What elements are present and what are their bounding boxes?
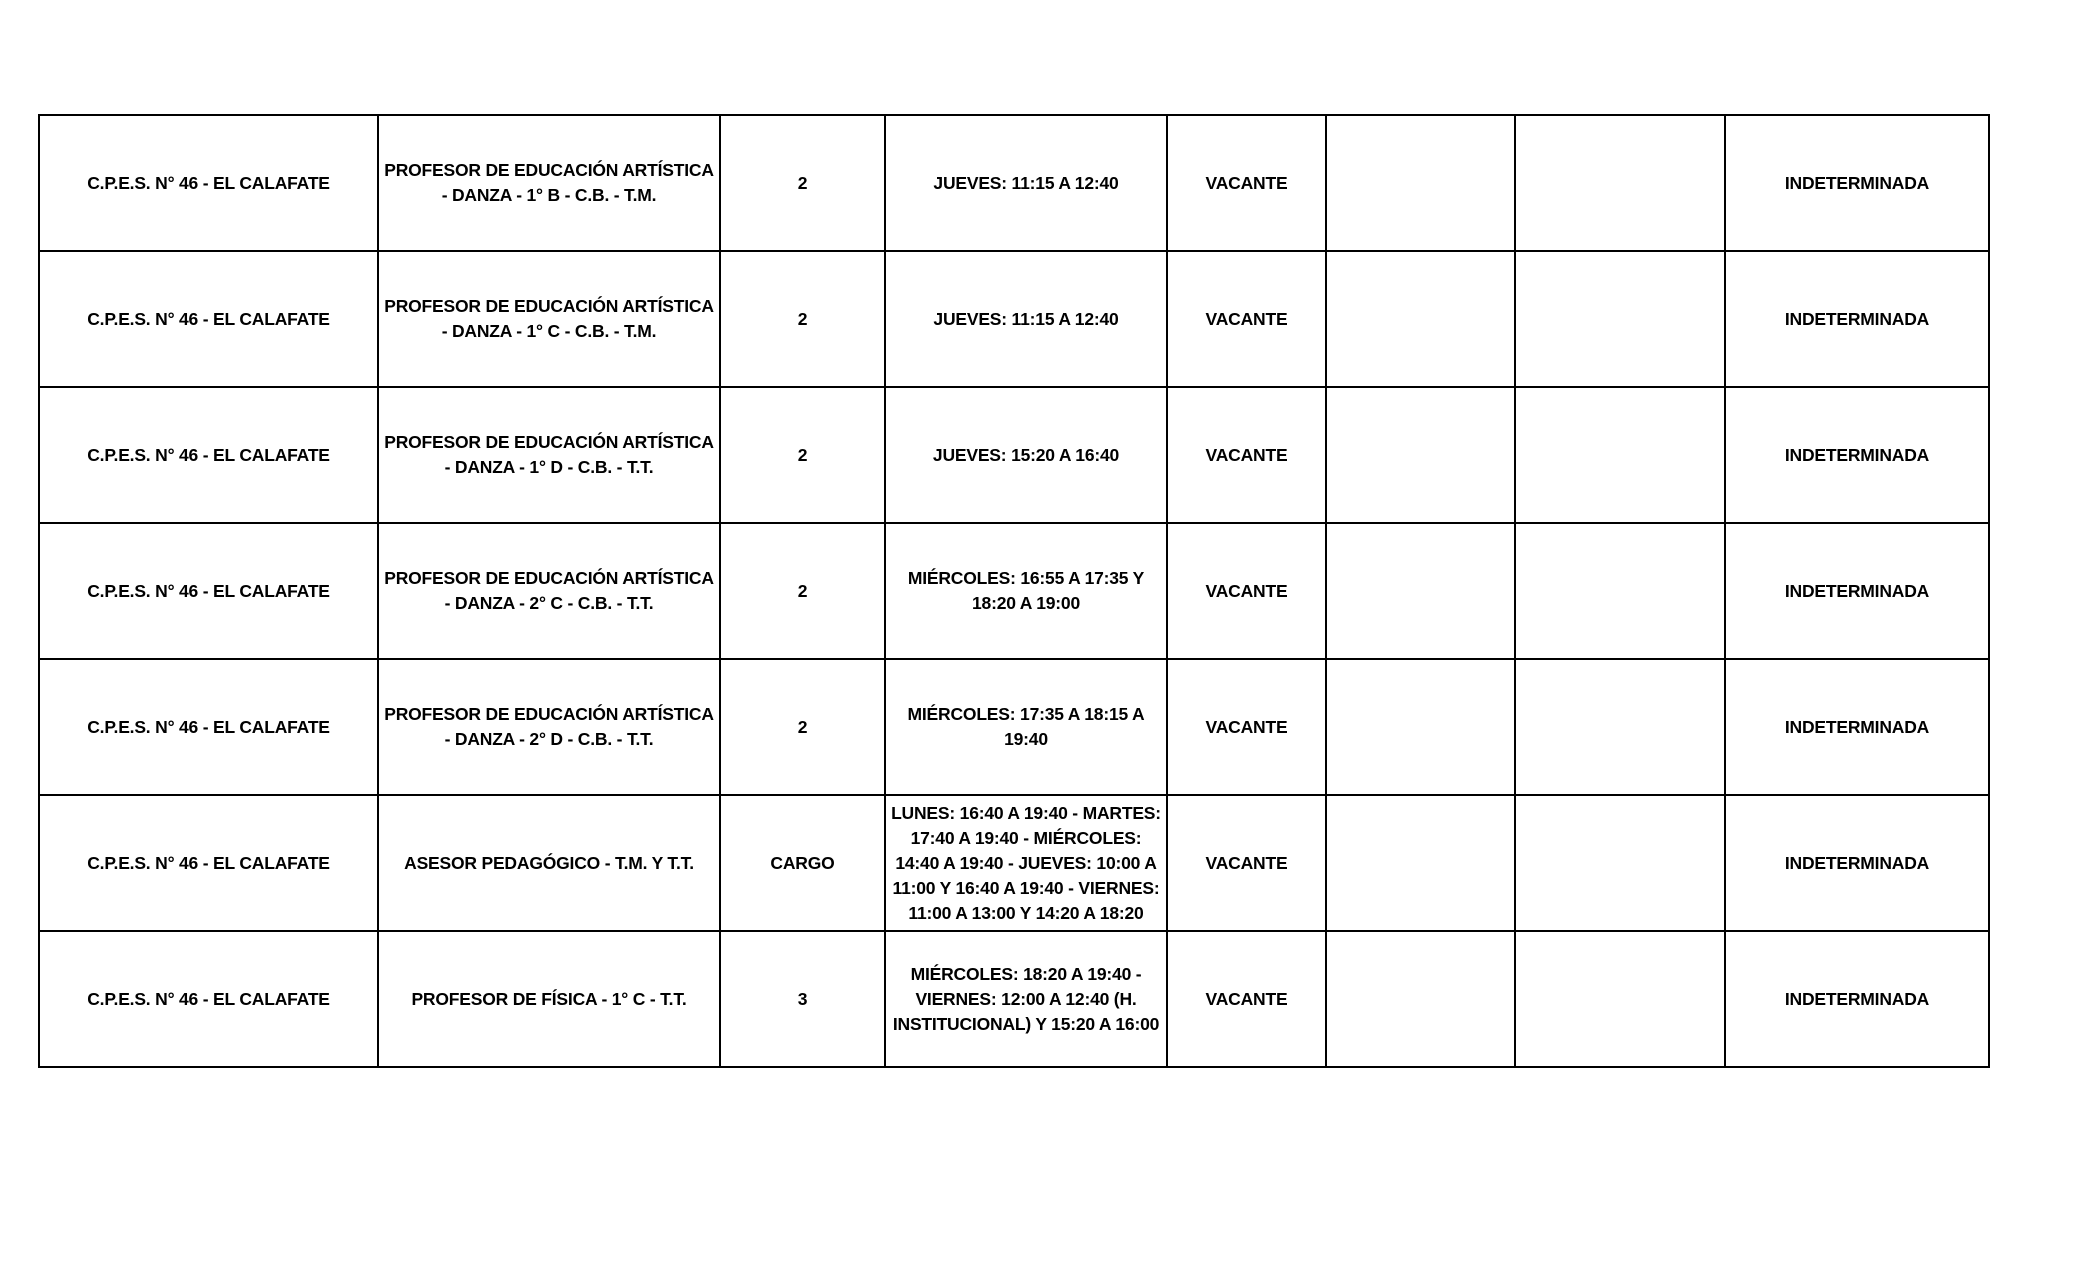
duration-cell: INDETERMINADA (1725, 115, 1989, 251)
empty-cell (1515, 795, 1725, 931)
empty-cell (1515, 387, 1725, 523)
vacancies-table (38, 114, 1990, 1068)
table-row (39, 795, 1989, 931)
hours-cell: 2 (720, 251, 885, 387)
empty-cell (1326, 523, 1515, 659)
table-row (39, 251, 1989, 387)
schedule-cell: JUEVES: 11:15 A 12:40 (885, 251, 1167, 387)
empty-cell (1326, 251, 1515, 387)
schedule-cell: JUEVES: 15:20 A 16:40 (885, 387, 1167, 523)
schedule-cell: LUNES: 16:40 A 19:40 - MARTES: 17:40 A 19:40 - MIÉRCOLES: 14:40 A 19:40 - JUEVES: 10:00 A 11:00 Y 16:40 A 19:40 - VIERNES: 11:00 A 13:00 Y 14:20 A 18:20 (885, 795, 1167, 931)
empty-cell (1515, 931, 1725, 1067)
position-cell: PROFESOR DE EDUCACIÓN ARTÍSTICA - DANZA - 1° C - C.B. - T.M. (378, 251, 720, 387)
position-cell: PROFESOR DE EDUCACIÓN ARTÍSTICA - DANZA - 1° D - C.B. - T.T. (378, 387, 720, 523)
schedule-cell: MIÉRCOLES: 17:35 A 18:15 A 19:40 (885, 659, 1167, 795)
position-cell: PROFESOR DE EDUCACIÓN ARTÍSTICA - DANZA - 1° B - C.B. - T.M. (378, 115, 720, 251)
status-cell: VACANTE (1167, 251, 1326, 387)
position-cell: ASESOR PEDAGÓGICO - T.M. Y T.T. (378, 795, 720, 931)
hours-cell: 3 (720, 931, 885, 1067)
table-row (39, 115, 1989, 251)
status-cell: VACANTE (1167, 387, 1326, 523)
empty-cell (1326, 659, 1515, 795)
status-cell: VACANTE (1167, 795, 1326, 931)
empty-cell (1326, 115, 1515, 251)
status-cell: VACANTE (1167, 659, 1326, 795)
table-row (39, 387, 1989, 523)
empty-cell (1515, 251, 1725, 387)
hours-cell: 2 (720, 387, 885, 523)
vacancies-table-container (38, 114, 1990, 1068)
schedule-cell: JUEVES: 11:15 A 12:40 (885, 115, 1167, 251)
table-row (39, 931, 1989, 1067)
hours-cell: 2 (720, 659, 885, 795)
school-cell: C.P.E.S. N° 46 - EL CALAFATE (39, 251, 378, 387)
duration-cell: INDETERMINADA (1725, 931, 1989, 1067)
duration-cell: INDETERMINADA (1725, 523, 1989, 659)
empty-cell (1515, 523, 1725, 659)
status-cell: VACANTE (1167, 115, 1326, 251)
duration-cell: INDETERMINADA (1725, 795, 1989, 931)
school-cell: C.P.E.S. N° 46 - EL CALAFATE (39, 115, 378, 251)
status-cell: VACANTE (1167, 523, 1326, 659)
schedule-cell: MIÉRCOLES: 18:20 A 19:40 - VIERNES: 12:00 A 12:40 (H. INSTITUCIONAL) Y 15:20 A 16:00 (885, 931, 1167, 1067)
position-cell: PROFESOR DE FÍSICA - 1° C - T.T. (378, 931, 720, 1067)
schedule-cell: MIÉRCOLES: 16:55 A 17:35 Y 18:20 A 19:00 (885, 523, 1167, 659)
duration-cell: INDETERMINADA (1725, 387, 1989, 523)
school-cell: C.P.E.S. N° 46 - EL CALAFATE (39, 659, 378, 795)
empty-cell (1326, 387, 1515, 523)
school-cell: C.P.E.S. N° 46 - EL CALAFATE (39, 931, 378, 1067)
school-cell: C.P.E.S. N° 46 - EL CALAFATE (39, 387, 378, 523)
table-row (39, 523, 1989, 659)
table-row (39, 659, 1989, 795)
school-cell: C.P.E.S. N° 46 - EL CALAFATE (39, 795, 378, 931)
hours-cell: 2 (720, 115, 885, 251)
status-cell: VACANTE (1167, 931, 1326, 1067)
empty-cell (1515, 115, 1725, 251)
duration-cell: INDETERMINADA (1725, 659, 1989, 795)
position-cell: PROFESOR DE EDUCACIÓN ARTÍSTICA - DANZA - 2° C - C.B. - T.T. (378, 523, 720, 659)
duration-cell: INDETERMINADA (1725, 251, 1989, 387)
hours-cell: CARGO (720, 795, 885, 931)
position-cell: PROFESOR DE EDUCACIÓN ARTÍSTICA - DANZA - 2° D - C.B. - T.T. (378, 659, 720, 795)
empty-cell (1326, 795, 1515, 931)
empty-cell (1326, 931, 1515, 1067)
hours-cell: 2 (720, 523, 885, 659)
school-cell: C.P.E.S. N° 46 - EL CALAFATE (39, 523, 378, 659)
empty-cell (1515, 659, 1725, 795)
